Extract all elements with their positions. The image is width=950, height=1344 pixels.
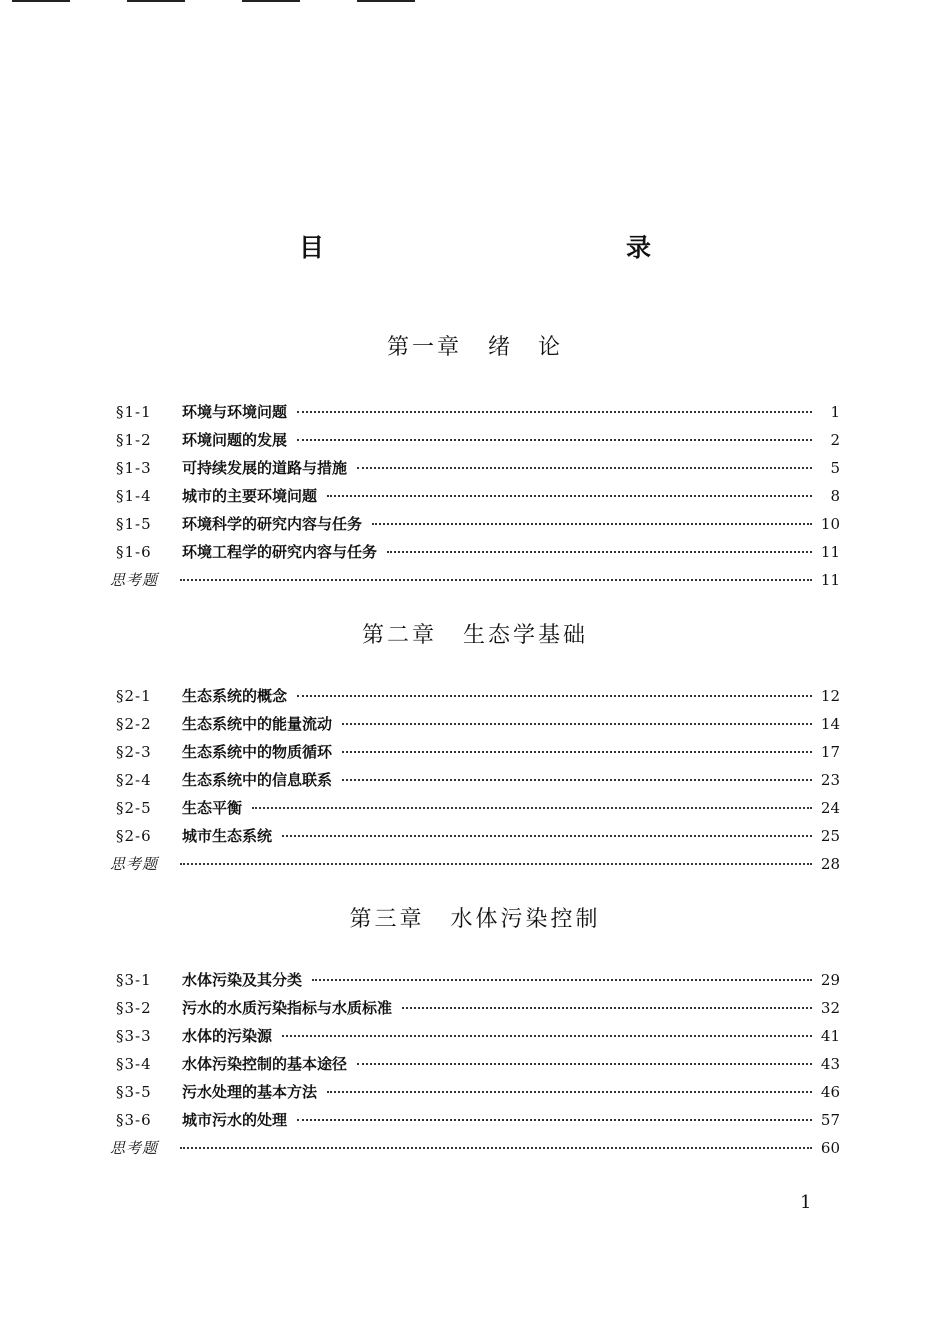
toc-entries	[110, 398, 840, 594]
section-title: 环境问题的发展	[182, 431, 288, 449]
toc-entry-review[interactable]	[110, 566, 840, 594]
dot-leader	[282, 1035, 812, 1037]
toc-entry[interactable]	[110, 1106, 840, 1134]
section-number: §2-1	[116, 687, 152, 705]
dot-leader	[180, 1147, 812, 1149]
dot-leader	[342, 751, 812, 753]
toc-entry[interactable]	[110, 426, 840, 454]
section-title: 污水的水质污染指标与水质标准	[182, 999, 393, 1017]
page-ref: 25	[820, 827, 840, 845]
toc-entry[interactable]	[110, 1022, 840, 1050]
section-number: §1-6	[116, 543, 152, 561]
section-title: 环境与环境问题	[182, 403, 288, 421]
chapter-name: 水体污染控制	[450, 907, 601, 932]
toc-entry[interactable]	[110, 966, 840, 994]
dot-leader	[402, 1007, 812, 1009]
toc-entry[interactable]	[110, 766, 840, 794]
section-number: §1-5	[116, 515, 152, 533]
section-number: §3-6	[116, 1111, 152, 1129]
page-ref: 41	[820, 1027, 840, 1045]
toc-entry[interactable]	[110, 794, 840, 822]
page-ref: 11	[820, 543, 840, 561]
page-ref: 1	[830, 403, 840, 421]
section-number: §2-4	[116, 771, 152, 789]
section-number: §2-6	[116, 827, 152, 845]
review-label: 思考题	[110, 1139, 159, 1157]
toc-entry[interactable]	[110, 398, 840, 426]
section-title: 环境科学的研究内容与任务	[182, 515, 363, 533]
toc-entries	[110, 682, 840, 878]
toc-entry-review[interactable]	[110, 1134, 840, 1162]
dot-leader	[357, 467, 812, 469]
page-number: 1	[800, 1192, 812, 1213]
dot-leader	[342, 779, 812, 781]
section-title: 城市污水的处理	[182, 1111, 288, 1129]
chapter-2	[110, 618, 840, 878]
chapter-number: 第一章	[386, 335, 462, 360]
toc-entry[interactable]	[110, 482, 840, 510]
page-ref: 23	[820, 771, 840, 789]
toc-entry-review[interactable]	[110, 850, 840, 878]
page-ref: 8	[830, 487, 840, 505]
chapter-number: 第二章	[361, 623, 437, 648]
toc-entry[interactable]	[110, 682, 840, 710]
section-number: §2-2	[116, 715, 152, 733]
section-title: 生态系统中的能量流动	[182, 715, 333, 733]
dot-leader	[282, 835, 812, 837]
chapter-number: 第三章	[349, 907, 425, 932]
header-rule	[242, 0, 300, 2]
section-number: §3-4	[116, 1055, 152, 1073]
dot-leader	[387, 551, 812, 553]
dot-leader	[342, 723, 812, 725]
page-ref: 60	[820, 1139, 840, 1157]
page-ref: 11	[820, 571, 840, 589]
section-number: §3-3	[116, 1027, 152, 1045]
toc-entry[interactable]	[110, 1078, 840, 1106]
dot-leader	[357, 1063, 812, 1065]
page-ref: 46	[820, 1083, 840, 1101]
chapter-1	[110, 330, 840, 594]
chapter-name: 生态学基础	[463, 623, 589, 648]
section-title: 水体的污染源	[182, 1027, 273, 1045]
toc-entries	[110, 966, 840, 1162]
chapter-name: 绪 论	[488, 335, 564, 360]
dot-leader	[180, 579, 812, 581]
header-rule	[357, 0, 415, 2]
section-title: 环境工程学的研究内容与任务	[182, 543, 378, 561]
page-ref: 32	[820, 999, 840, 1017]
section-title: 可持续发展的道路与措施	[182, 459, 348, 477]
toc-entry[interactable]	[110, 510, 840, 538]
section-title: 生态系统中的信息联系	[182, 771, 333, 789]
section-number: §2-3	[116, 743, 152, 761]
page-ref: 17	[820, 743, 840, 761]
toc-entry[interactable]	[110, 538, 840, 566]
section-title: 生态系统的概念	[182, 687, 288, 705]
chapter-title	[110, 902, 840, 938]
header-rule	[12, 0, 70, 2]
dot-leader	[327, 1091, 812, 1093]
section-number: §3-1	[116, 971, 152, 989]
section-title: 水体污染控制的基本途径	[182, 1055, 348, 1073]
review-label: 思考题	[110, 571, 159, 589]
section-number: §1-2	[116, 431, 152, 449]
page-ref: 12	[820, 687, 840, 705]
chapter-title	[110, 330, 840, 366]
section-title: 城市生态系统	[182, 827, 273, 845]
dot-leader	[297, 439, 812, 441]
dot-leader	[312, 979, 812, 981]
page-ref: 2	[830, 431, 840, 449]
dot-leader	[252, 807, 812, 809]
section-number: §3-2	[116, 999, 152, 1017]
dot-leader	[297, 695, 812, 697]
toc-entry[interactable]	[110, 738, 840, 766]
section-title: 污水处理的基本方法	[182, 1083, 318, 1101]
section-number: §1-4	[116, 487, 152, 505]
section-title: 水体污染及其分类	[182, 971, 303, 989]
header-rules	[0, 0, 950, 4]
chapter-3	[110, 902, 840, 1162]
toc-entry[interactable]	[110, 454, 840, 482]
page-ref: 14	[820, 715, 840, 733]
dot-leader	[297, 411, 812, 413]
page-ref: 57	[820, 1111, 840, 1129]
dot-leader	[180, 863, 812, 865]
page-ref: 28	[820, 855, 840, 873]
dot-leader	[327, 495, 812, 497]
section-title: 生态系统中的物质循环	[182, 743, 333, 761]
dot-leader	[372, 523, 812, 525]
chapter-title	[110, 618, 840, 654]
section-number: §1-3	[116, 459, 152, 477]
page-ref: 24	[820, 799, 840, 817]
section-number: §3-5	[116, 1083, 152, 1101]
page-ref: 10	[820, 515, 840, 533]
toc-entry[interactable]	[110, 710, 840, 738]
page-ref: 29	[820, 971, 840, 989]
section-number: §2-5	[116, 799, 152, 817]
dot-leader	[297, 1119, 812, 1121]
page-ref: 5	[830, 459, 840, 477]
page-title: 目 录	[298, 233, 735, 262]
section-title: 生态平衡	[182, 799, 243, 817]
toc-entry[interactable]	[110, 822, 840, 850]
section-number: §1-1	[116, 403, 152, 421]
header-rule	[127, 0, 185, 2]
page-ref: 43	[820, 1055, 840, 1073]
toc-entry[interactable]	[110, 1050, 840, 1078]
section-title: 城市的主要环境问题	[182, 487, 318, 505]
review-label: 思考题	[110, 855, 159, 873]
toc-entry[interactable]	[110, 994, 840, 1022]
